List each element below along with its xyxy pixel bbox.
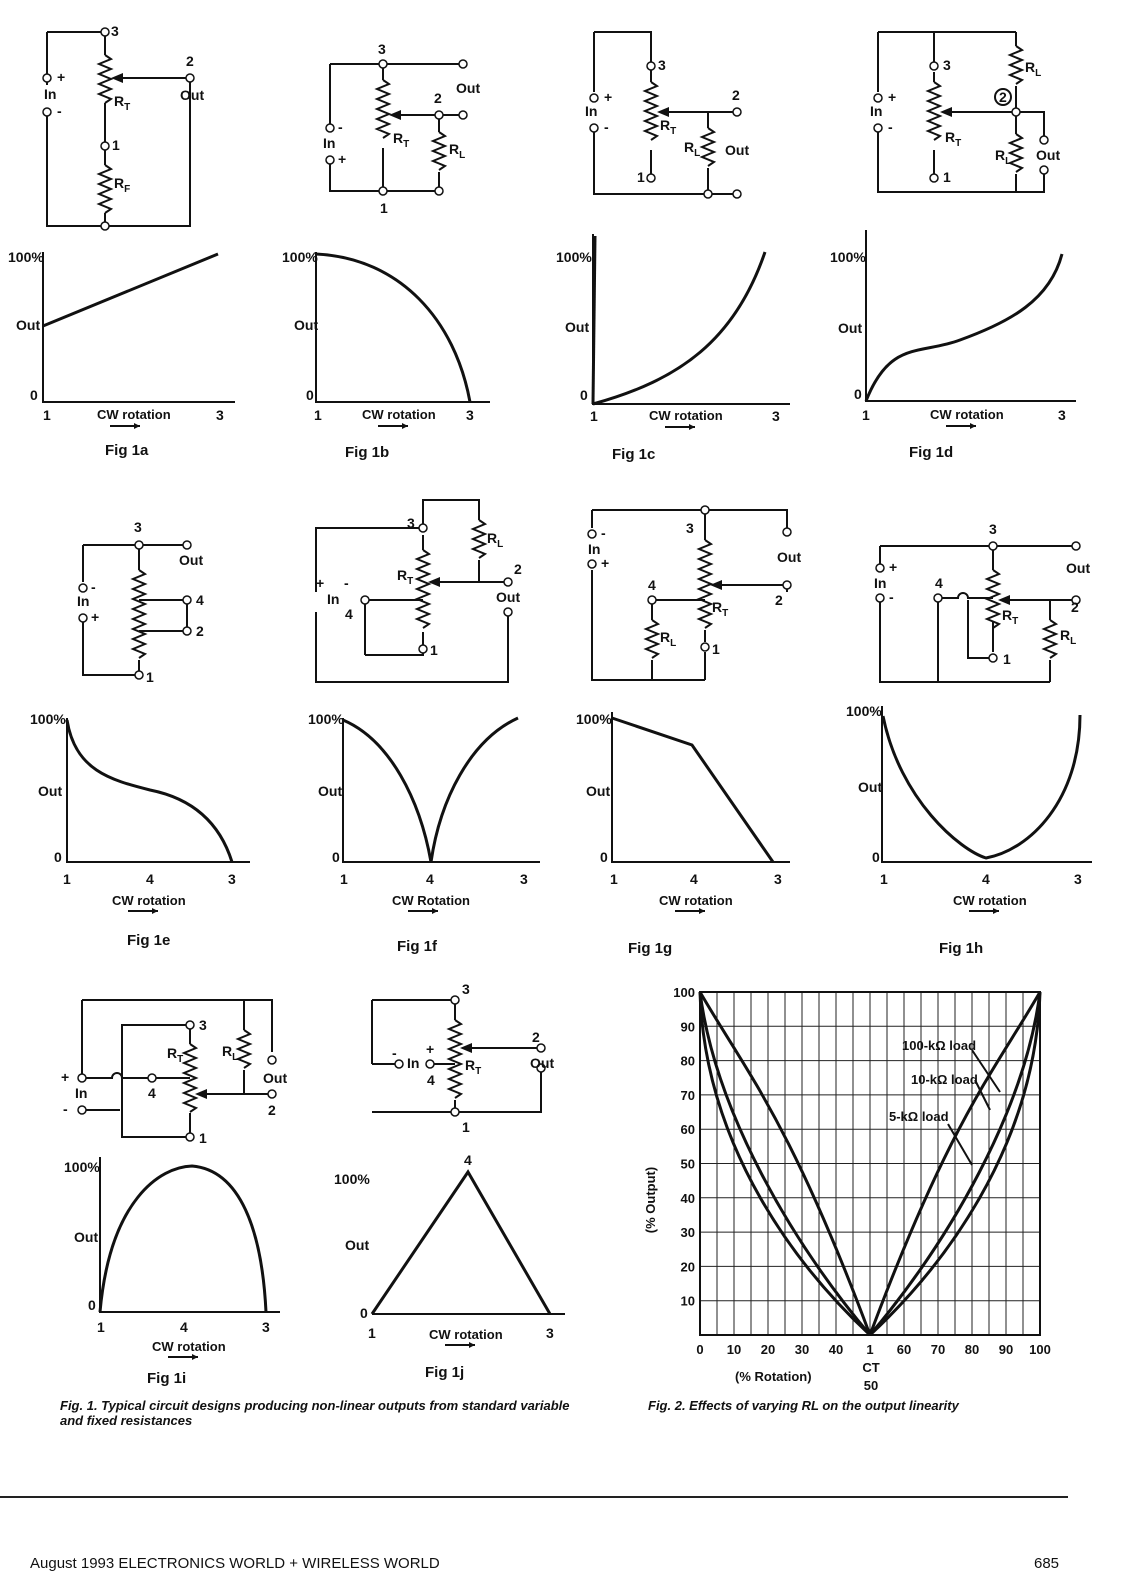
terminal-2: 2 [186,53,194,69]
rl-subscript: L [694,148,701,159]
plus-sign: + [601,555,610,571]
fig2-x-tick-label: 100 [1029,1342,1051,1357]
y-label-out: Out [858,779,883,795]
rl-subscript: L [232,1052,239,1063]
schematic-1a [43,23,204,230]
fig2-ct-value: 50 [863,1378,879,1393]
minus-sign: - [392,1045,397,1061]
graph-1a [8,249,235,429]
x-tick-1: 1 [314,407,322,423]
x-axis-label: CW rotation [953,893,1027,908]
graph-1h [846,703,1092,914]
svg-text:RL [487,530,503,550]
rl-subscript: L [670,638,677,649]
caption-1i: Fig 1i [147,1370,187,1387]
x-tick-3: 3 [1074,871,1082,887]
svg-text:RL [684,139,700,159]
minus-sign: - [344,575,349,591]
minus-sign: - [57,103,62,119]
schematic-1c [585,32,749,198]
rl-label: R [449,141,460,157]
fig2-x-axis-label: (% Rotation) [735,1369,812,1384]
x-axis-label: CW rotation [152,1339,226,1354]
y-label-zero: 0 [872,849,880,865]
fig2-y-tick-label: 80 [680,1053,695,1069]
x-tick-3: 3 [216,407,224,423]
y-label-zero: 0 [854,386,862,402]
caption-1d: Fig 1d [909,444,954,461]
terminal-1: 1 [380,200,388,216]
terminal-1: 1 [943,169,951,185]
svg-text:RT [397,567,413,587]
y-label-zero: 0 [306,387,314,403]
rt-label: R [393,130,404,146]
y-label-out: Out [16,317,41,333]
x-tick-1: 1 [97,1319,105,1335]
minus-sign: - [91,579,96,595]
x-tick-1: 1 [590,408,598,424]
y-label-zero: 0 [580,387,588,403]
load-label-5k: 5-kΩ load [889,1109,949,1124]
terminal-4: 4 [148,1085,156,1101]
out-label: Out [1066,560,1091,576]
out-label: Out [179,552,204,568]
y-label-zero: 0 [30,387,38,403]
terminal-3: 3 [462,981,470,997]
fig2-x-tick-label: 20 [760,1342,776,1357]
rl-label: R [660,629,671,645]
graph-1j [334,1152,565,1348]
terminal-3: 3 [378,41,386,57]
rt-subscript: T [722,608,729,619]
y-label-100: 100% [8,249,44,265]
fig-1i [61,1000,287,1387]
terminal-1: 1 [637,169,645,185]
x-tick-1: 1 [610,871,618,887]
in-label: In [585,103,598,119]
x-axis-label: CW Rotation [392,893,470,908]
x-axis-label: CW rotation [659,893,733,908]
terminal-4: 4 [648,577,656,593]
x-axis-label: CW rotation [97,407,171,422]
caption-1b: Fig 1b [345,444,390,461]
graph-1b [282,249,490,429]
in-label: In [327,591,340,607]
schematic-1d [870,32,1060,192]
y-label-100: 100% [846,703,882,719]
svg-text:RT [167,1045,183,1065]
svg-text:RL [222,1043,238,1063]
fig2-y-tick-label: 20 [680,1259,695,1275]
svg-text:RT [712,599,728,619]
terminal-1: 1 [199,1130,207,1146]
rl-label: R [487,530,498,546]
rl-top-label: R [1025,59,1036,75]
rt-subscript: T [124,102,131,113]
terminal-2: 2 [268,1102,276,1118]
svg-text:RL [1060,627,1076,647]
x-tick-4: 4 [146,871,154,887]
minus-sign: - [601,525,606,541]
svg-text:RT [945,129,961,149]
in-label: In [874,575,887,591]
x-tick-3: 3 [466,407,474,423]
fig-1a [8,23,235,459]
graph-1c [556,234,790,430]
terminal-2-circled: 2 [999,89,1007,105]
minus-sign: - [888,119,893,135]
schematic-1j [372,981,554,1135]
x-tick-4: 4 [982,871,990,887]
caption-1a: Fig 1a [105,442,149,459]
y-label-out: Out [318,783,343,799]
fig2-x-tick-label: 10 [726,1342,742,1357]
fig2-y-tick-label: 70 [680,1087,695,1103]
load-label-10k: 10-kΩ load [911,1072,978,1087]
in-label: In [75,1085,88,1101]
rl-subscript: L [497,539,504,550]
caption-1e: Fig 1e [127,932,171,949]
out-label: Out [1036,147,1061,163]
graph-1g [576,711,790,914]
rl-label: R [222,1043,233,1059]
fig2-x-tick-label: 1 [866,1342,874,1357]
fig-2 [643,985,1051,1393]
plus-sign: + [338,151,347,167]
x-axis-label: CW rotation [429,1327,503,1342]
fig2-x-tick-label: 60 [896,1342,912,1357]
x-tick-1: 1 [340,871,348,887]
schematic-1g [588,506,801,680]
fig-1f [308,500,540,955]
fig2-x-tick-label: 40 [828,1342,844,1357]
y-label-100: 100% [830,249,866,265]
terminal-4: 4 [196,592,204,608]
rt-label: R [945,129,956,145]
y-label-100: 100% [30,711,66,727]
rl-bottom-subscript: L [1005,156,1012,167]
fig2-x-tick-label: 90 [998,1342,1014,1357]
y-label-out: Out [586,783,611,799]
rt-subscript: T [407,576,414,587]
fig2-y-tick-label: 100 [673,985,695,1000]
y-label-zero: 0 [600,849,608,865]
y-label-out: Out [838,320,863,336]
caption-1j: Fig 1j [425,1364,465,1381]
svg-text:RT [114,93,130,113]
plus-sign: + [426,1041,435,1057]
rf-subscript: F [124,184,131,195]
y-label-100: 100% [64,1159,100,1175]
y-label-out: Out [74,1229,99,1245]
y-label-out: Out [294,317,319,333]
terminal-2: 2 [434,90,442,106]
fig2-y-tick-label: 40 [680,1190,695,1206]
fig2-x-ticks [696,1342,1050,1357]
fig2-x-tick-label: 30 [794,1342,810,1357]
graph-1f [308,711,540,914]
minus-sign: - [338,119,343,135]
x-tick-1: 1 [368,1325,376,1341]
fig-1h [846,521,1092,957]
schematic-1e [77,519,204,685]
terminal-3: 3 [686,520,694,536]
out-label: Out [777,549,802,565]
rl-top-subscript: L [1035,68,1042,79]
fig2-y-ticks [673,985,695,1309]
y-label-100: 100% [308,711,344,727]
out-label: Out [180,87,205,103]
rt-label: R [660,117,671,133]
fig2-x-tick-label: 70 [930,1342,946,1357]
schematic-1f [316,500,522,682]
out-label: Out [263,1070,288,1086]
rt-label: R [1002,607,1013,623]
load-label-100k: 100-kΩ load [902,1038,977,1053]
svg-text:RL [1025,59,1041,79]
caption-1c: Fig 1c [612,446,656,463]
y-label-zero: 0 [360,1305,368,1321]
terminal-2: 2 [732,87,740,103]
out-label: Out [496,589,521,605]
x-tick-3: 3 [772,408,780,424]
rl-label: R [684,139,695,155]
terminal-4: 4 [345,606,353,622]
fig-1g [576,506,801,957]
fig2-x-tick-label: 80 [964,1342,980,1357]
fig-1e [30,519,250,949]
in-label: In [77,593,90,609]
out-label: Out [725,142,750,158]
x-tick-1: 1 [63,871,71,887]
x-tick-3: 3 [262,1319,270,1335]
rt-label: R [397,567,408,583]
fig2-y-tick-label: 10 [680,1293,695,1309]
peak-label-4: 4 [464,1152,472,1168]
x-tick-1: 1 [880,871,888,887]
svg-text:RT [465,1057,481,1077]
fig-1j [334,981,565,1381]
plus-sign: + [888,89,897,105]
rt-subscript: T [670,126,677,137]
fig2-y-tick-label: 60 [680,1122,695,1138]
out-label: Out [530,1055,555,1071]
rl-subscript: L [1070,636,1077,647]
terminal-1: 1 [712,641,720,657]
fig-1c [556,32,790,463]
rt-label: R [114,93,125,109]
terminal-2: 2 [775,592,783,608]
fig2-y-axis-label: (% Output) [643,1166,658,1234]
minus-sign: - [604,119,609,135]
caption-1g: Fig 1g [628,940,673,957]
terminal-1: 1 [430,642,438,658]
terminal-2: 2 [514,561,522,577]
out-label: Out [456,80,481,96]
fig2-y-tick-label: 50 [680,1156,695,1172]
footer-rule [0,1496,1068,1498]
rl-subscript: L [459,150,466,161]
x-axis-label: CW rotation [930,407,1004,422]
minus-sign: - [889,589,894,605]
rf-label: R [114,175,125,191]
fig2-y-tick-label: 90 [680,1019,695,1035]
plus-sign: + [316,575,325,591]
rt-subscript: T [177,1054,184,1065]
rt-subscript: T [1012,616,1019,627]
x-tick-1: 1 [862,407,870,423]
rl-bottom-label: R [995,147,1006,163]
in-label: In [407,1055,420,1071]
x-tick-1: 1 [43,407,51,423]
plus-sign: + [61,1069,70,1085]
y-label-zero: 0 [54,849,62,865]
y-label-out: Out [565,319,590,335]
rt-subscript: T [955,138,962,149]
svg-text:RT [393,130,409,150]
y-label-out: Out [345,1237,370,1253]
fig2-y-tick-label: 30 [680,1225,695,1241]
fig2-ct-label: CT [862,1360,880,1375]
schematic-1i [61,1000,287,1146]
terminal-1: 1 [112,137,120,153]
graph-1i [64,1157,280,1360]
graph-1e [30,711,250,914]
x-axis-label: CW rotation [362,407,436,422]
svg-text:RF [114,175,130,195]
y-label-100: 100% [282,249,318,265]
terminal-3: 3 [407,515,415,531]
terminal-1: 1 [1003,651,1011,667]
rt-label: R [167,1045,178,1061]
rt-label: R [712,599,723,615]
fig-1d [830,32,1076,461]
terminal-4: 4 [427,1072,435,1088]
graph-1d [830,230,1076,429]
fig-1b [282,41,490,461]
svg-text:RL [660,629,676,649]
x-tick-4: 4 [690,871,698,887]
fig2-caption: Fig. 2. Effects of varying RL on the output linearity [648,1398,959,1413]
svg-text:RT [1002,607,1018,627]
x-tick-4: 4 [180,1319,188,1335]
footer-page-number: 685 [1034,1555,1060,1572]
plus-sign: + [889,559,898,575]
terminal-1: 1 [462,1119,470,1135]
svg-text:RL [449,141,465,161]
terminal-4: 4 [935,575,943,591]
y-label-100: 100% [576,711,612,727]
x-tick-3: 3 [228,871,236,887]
x-axis-label: CW rotation [112,893,186,908]
plus-sign: + [604,89,613,105]
terminal-2: 2 [1071,599,1079,615]
in-label: In [323,135,336,151]
y-label-zero: 0 [88,1297,96,1313]
plus-sign: + [57,69,66,85]
caption-1h: Fig 1h [939,940,984,957]
in-label: In [870,103,883,119]
schematic-1h [874,521,1090,682]
fig2-grid [700,992,1040,1335]
x-tick-3: 3 [520,871,528,887]
svg-text:RL [995,147,1011,167]
terminal-3: 3 [989,521,997,537]
terminal-2: 2 [532,1029,540,1045]
rt-label: R [465,1057,476,1073]
schematic-1b [323,41,480,216]
terminal-3: 3 [111,23,119,39]
rl-label: R [1060,627,1071,643]
minus-sign: - [63,1101,68,1117]
x-tick-3: 3 [1058,407,1066,423]
x-tick-4: 4 [426,871,434,887]
caption-1f: Fig 1f [397,938,437,955]
x-axis-label: CW rotation [649,408,723,423]
rt-subscript: T [475,1066,482,1077]
terminal-3: 3 [199,1017,207,1033]
x-tick-3: 3 [546,1325,554,1341]
fig2-x-tick-label: 0 [696,1342,704,1357]
terminal-1: 1 [146,669,154,685]
rt-subscript: T [403,139,410,150]
y-label-100: 100% [556,249,592,265]
y-label-zero: 0 [332,849,340,865]
terminal-2: 2 [196,623,204,639]
terminal-3: 3 [943,57,951,73]
terminal-3: 3 [134,519,142,535]
in-label: In [44,86,57,102]
fig1-caption: Fig. 1. Typical circuit designs producing non-linear outputs from standard variable and fixed resistances [60,1398,570,1428]
terminal-3: 3 [658,57,666,73]
in-label: In [588,541,601,557]
plus-sign: + [91,609,100,625]
svg-text:RT [660,117,676,137]
x-tick-3: 3 [774,871,782,887]
footer-publication: August 1993 ELECTRONICS WORLD + WIRELESS WORLD [30,1555,440,1572]
y-label-100: 100% [334,1171,370,1187]
y-label-out: Out [38,783,63,799]
